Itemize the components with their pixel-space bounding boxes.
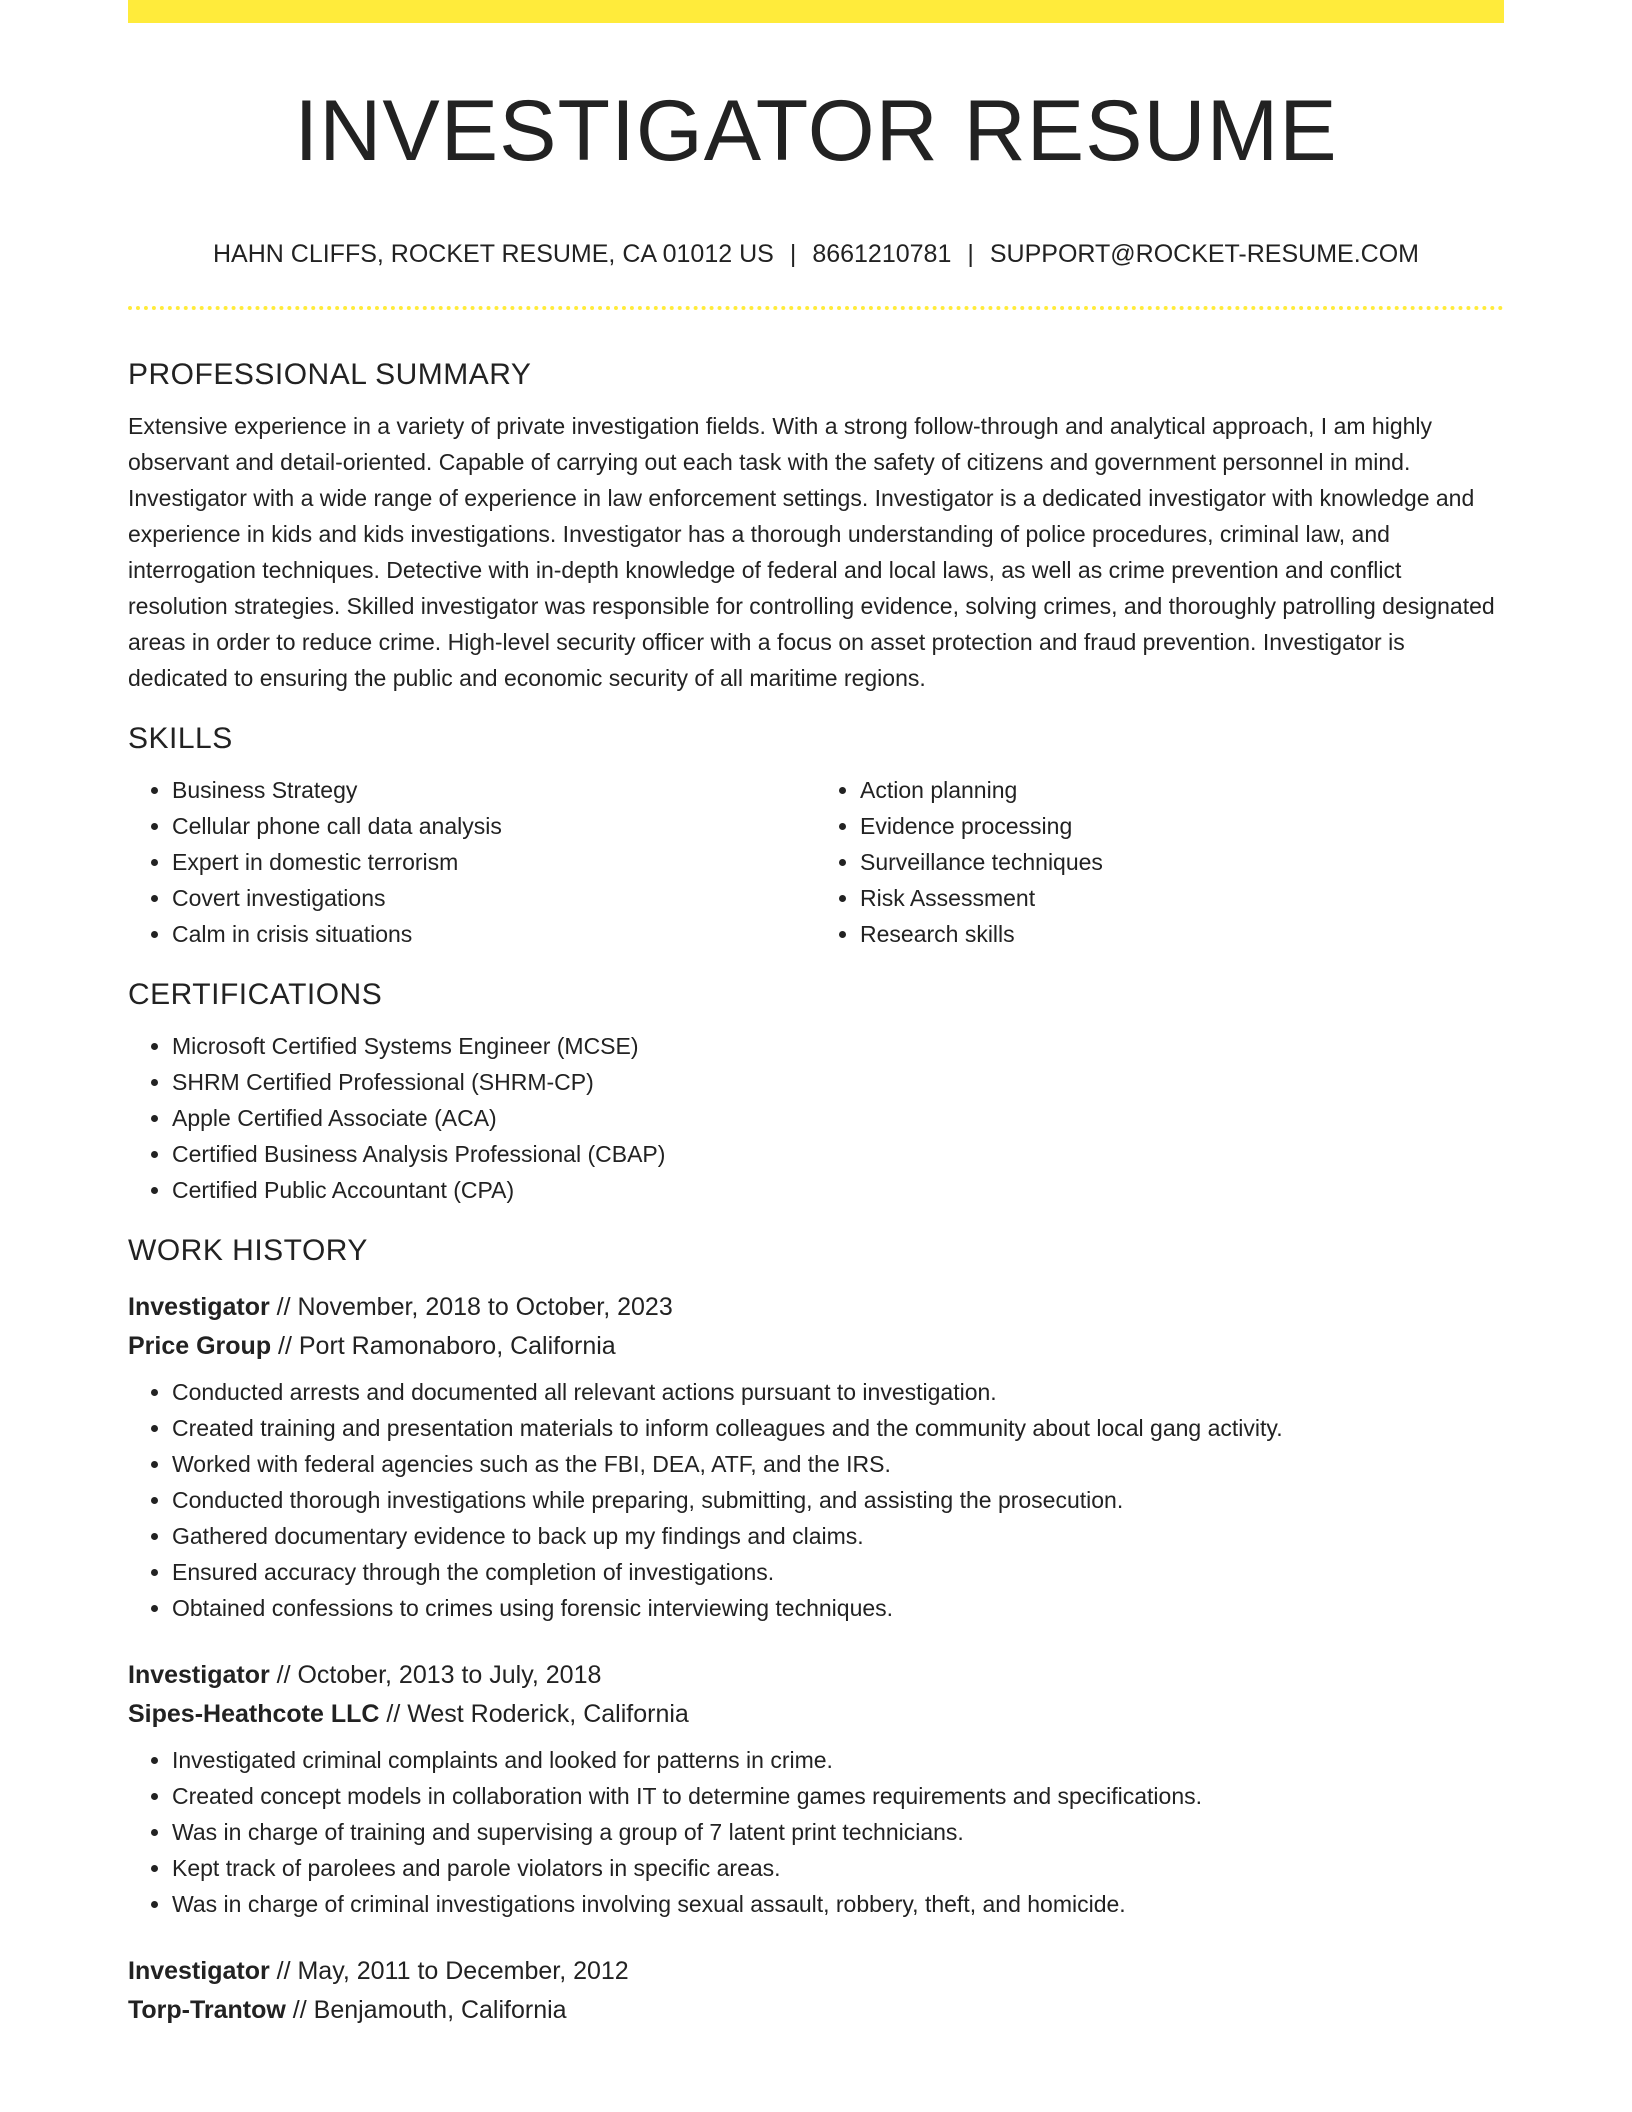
contact-separator: | — [789, 240, 797, 268]
certification-item: • Certified Public Accountant (CPA) — [172, 1172, 1504, 1208]
job-duty: • Conducted thorough investigations while preparing, submitting, and assisting the prosecution. — [172, 1482, 1504, 1518]
job-duty: • Worked with federal agencies such as the FBI, DEA, ATF, and the IRS. — [172, 1446, 1504, 1482]
job-duties-list — [128, 1374, 1504, 1626]
job-title-line — [128, 1656, 1504, 1695]
summary-heading: PROFESSIONAL SUMMARY — [128, 358, 532, 391]
certifications-list — [128, 1028, 1504, 1208]
work-history-heading: WORK HISTORY — [128, 1234, 368, 1267]
job-title: Investigator — [128, 1661, 270, 1689]
job-company: Sipes-Heathcote LLC — [128, 1700, 380, 1728]
skill-item: • Research skills — [860, 916, 1504, 952]
job-duties-list — [128, 1742, 1504, 1922]
skills-columns — [128, 764, 1504, 952]
job-duty: • Created concept models in collaboration with IT to determine games requirements and specifications. — [172, 1778, 1504, 1814]
job-title-line — [128, 1288, 1504, 1327]
certification-item: • Apple Certified Associate (ACA) — [172, 1100, 1504, 1136]
skills-section — [128, 714, 1504, 952]
job-duty: • Was in charge of training and supervising a group of 7 latent print technicians. — [172, 1814, 1504, 1850]
job-duty: • Ensured accuracy through the completion of investigations. — [172, 1554, 1504, 1590]
skill-item: • Expert in domestic terrorism — [172, 844, 816, 880]
contact-address: HAHN CLIFFS, ROCKET RESUME, CA 01012 US — [213, 240, 774, 268]
job-company-line — [128, 1327, 1504, 1366]
job-duty: • Obtained confessions to crimes using forensic interviewing techniques. — [172, 1590, 1504, 1626]
job-title-line — [128, 1952, 1504, 1991]
job-location: // Port Ramonaboro, California — [271, 1332, 616, 1360]
skill-item: • Surveillance techniques — [860, 844, 1504, 880]
job-location: // Benjamouth, California — [285, 1996, 567, 2024]
skill-item: • Business Strategy — [172, 772, 816, 808]
summary-section — [128, 350, 1504, 696]
contact-line — [128, 236, 1504, 272]
skills-list-right — [816, 772, 1504, 952]
resume-title: INVESTIGATOR RESUME — [294, 83, 1338, 179]
job-title: Investigator — [128, 1957, 270, 1985]
job-company: Torp-Trantow — [128, 1996, 286, 2024]
certification-item: • Microsoft Certified Systems Engineer (MCSE) — [172, 1028, 1504, 1064]
contact-email[interactable]: SUPPORT@ROCKET-RESUME.COM — [989, 240, 1419, 268]
skills-list-left — [128, 772, 816, 952]
skill-item: • Cellular phone call data analysis — [172, 808, 816, 844]
job-duty: • Gathered documentary evidence to back up my findings and claims. — [172, 1518, 1504, 1554]
certifications-section — [128, 970, 1504, 1208]
job-duty: • Investigated criminal complaints and looked for patterns in crime. — [172, 1742, 1504, 1778]
job-dates: // November, 2018 to October, 2023 — [269, 1293, 673, 1321]
summary-text: Extensive experience in a variety of private investigation fields. With a strong follow-through and analytical approach, I am highly observant and detail-oriented. Capable of carrying out each task with the safety of citizens and government personnel in mind. Investigator with a wide range of experience in law enforcement settings. Investigator is a dedicated investigator with knowledge and experience in kids and kids investigations. Investigator has a thorough understanding of police procedures, criminal law, and interrogation techniques. Detective with in-depth knowledge of federal and local laws, as well as crime prevention and conflict resolution strategies. Skilled investigator was responsible for controlling evidence, solving crimes, and thoroughly patrolling designated areas in order to reduce crime. High-level security officer with a focus on asset protection and fraud prevention. Investigator is dedicated to ensuring the public and economic security of all maritime regions. — [128, 413, 1495, 691]
job-company-line — [128, 1695, 1504, 1734]
job-duty: • Conducted arrests and documented all relevant actions pursuant to investigation. — [172, 1374, 1504, 1410]
skill-item: • Calm in crisis situations — [172, 916, 816, 952]
job-entry — [128, 1952, 1504, 2030]
skill-item: • Action planning — [860, 772, 1504, 808]
skill-item: • Covert investigations — [172, 880, 816, 916]
job-title: Investigator — [128, 1293, 270, 1321]
skill-item: • Risk Assessment — [860, 880, 1504, 916]
contact-phone: 8661210781 — [812, 240, 952, 268]
job-entry — [128, 1288, 1504, 1626]
resume-content — [128, 350, 1504, 2030]
certification-item: • Certified Business Analysis Professional (CBAP) — [172, 1136, 1504, 1172]
job-entry — [128, 1656, 1504, 1922]
job-duty: • Was in charge of criminal investigations involving sexual assault, robbery, theft, and homicide. — [172, 1886, 1504, 1922]
job-duty: • Kept track of parolees and parole violators in specific areas. — [172, 1850, 1504, 1886]
dotted-divider — [128, 306, 1504, 310]
skills-heading: SKILLS — [128, 722, 233, 755]
certifications-heading: CERTIFICATIONS — [128, 978, 383, 1011]
skill-item: • Evidence processing — [860, 808, 1504, 844]
accent-top-bar — [128, 0, 1504, 23]
job-dates: // May, 2011 to December, 2012 — [269, 1957, 629, 1985]
contact-separator: | — [967, 240, 974, 268]
job-duty: • Created training and presentation materials to inform colleagues and the community about local gang activity. — [172, 1410, 1504, 1446]
job-company: Price Group — [128, 1332, 272, 1360]
certification-item: • SHRM Certified Professional (SHRM-CP) — [172, 1064, 1504, 1100]
job-company-line — [128, 1991, 1504, 2030]
work-history-section — [128, 1226, 1504, 2030]
job-dates: // October, 2013 to July, 2018 — [269, 1661, 602, 1689]
job-location: // West Roderick, California — [379, 1700, 689, 1728]
